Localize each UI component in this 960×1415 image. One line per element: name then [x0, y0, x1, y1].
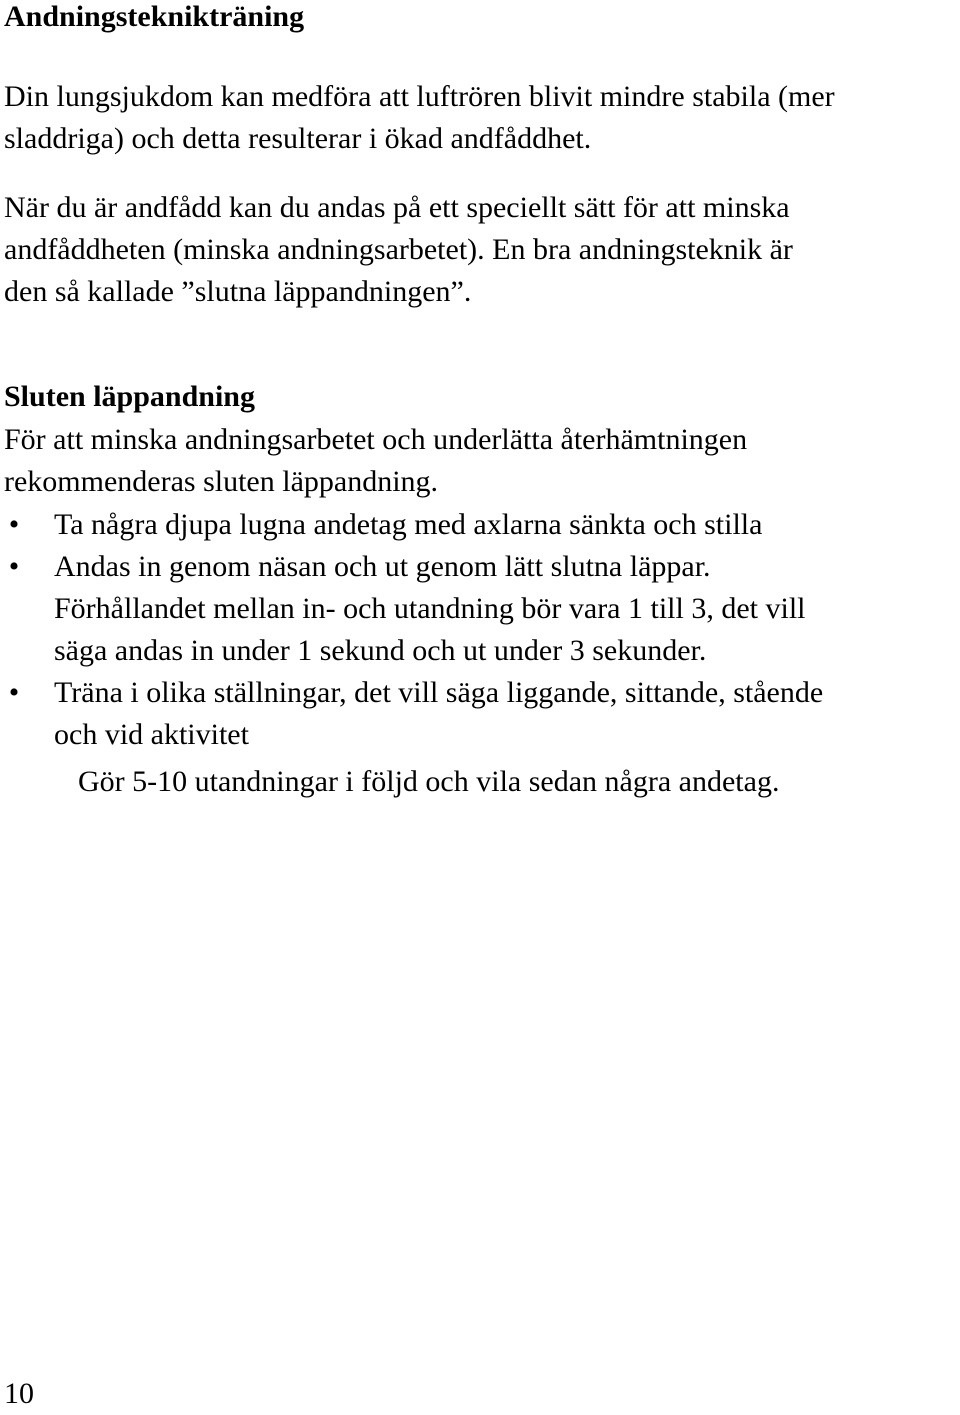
technique-paragraph	[4, 187, 960, 313]
bullet-icon: •	[8, 676, 20, 709]
bullet-icon: •	[8, 508, 20, 541]
page-title: Andningsteknikträning	[4, 0, 305, 33]
instruction-line: Träna i olika ställningar, det vill säga liggande, sittande, stående	[54, 676, 824, 709]
recommendation-line: För att minska andningsarbetet och underlätta återhämtningen	[4, 423, 748, 456]
technique-line: den så kallade ”slutna läppandningen”.	[4, 275, 472, 308]
closing-note: Gör 5-10 utandningar i följd och vila sedan några andetag.	[78, 765, 780, 798]
section-heading: Sluten läppandning	[4, 380, 255, 413]
instruction-line: och vid aktivitet	[54, 718, 249, 751]
technique-line: När du är andfådd kan du andas på ett speciellt sätt för att minska	[4, 191, 790, 224]
instruction-list	[4, 504, 960, 756]
recommendation-line: rekommenderas sluten läppandning.	[4, 465, 439, 498]
instruction-item	[4, 504, 960, 546]
instruction-item	[4, 546, 960, 672]
instruction-line: säga andas in under 1 sekund och ut under 3 sekunder.	[54, 634, 707, 667]
intro-paragraph	[4, 76, 960, 160]
technique-line: andfåddheten (minska andningsarbetet). En bra andningsteknik är	[4, 233, 793, 266]
instruction-line: Ta några djupa lugna andetag med axlarna sänkta och stilla	[54, 508, 763, 541]
instruction-line: Andas in genom näsan och ut genom lätt slutna läppar.	[54, 550, 711, 583]
instruction-item	[4, 672, 960, 756]
intro-line: sladdriga) och detta resulterar i ökad andfåddhet.	[4, 122, 592, 155]
instruction-line: Förhållandet mellan in- och utandning bör vara 1 till 3, det vill	[54, 592, 806, 625]
recommendation-paragraph	[4, 419, 960, 503]
bullet-icon: •	[8, 550, 20, 583]
page-number: 10	[4, 1377, 34, 1410]
intro-line: Din lungsjukdom kan medföra att luftrören blivit mindre stabila (mer	[4, 80, 835, 113]
